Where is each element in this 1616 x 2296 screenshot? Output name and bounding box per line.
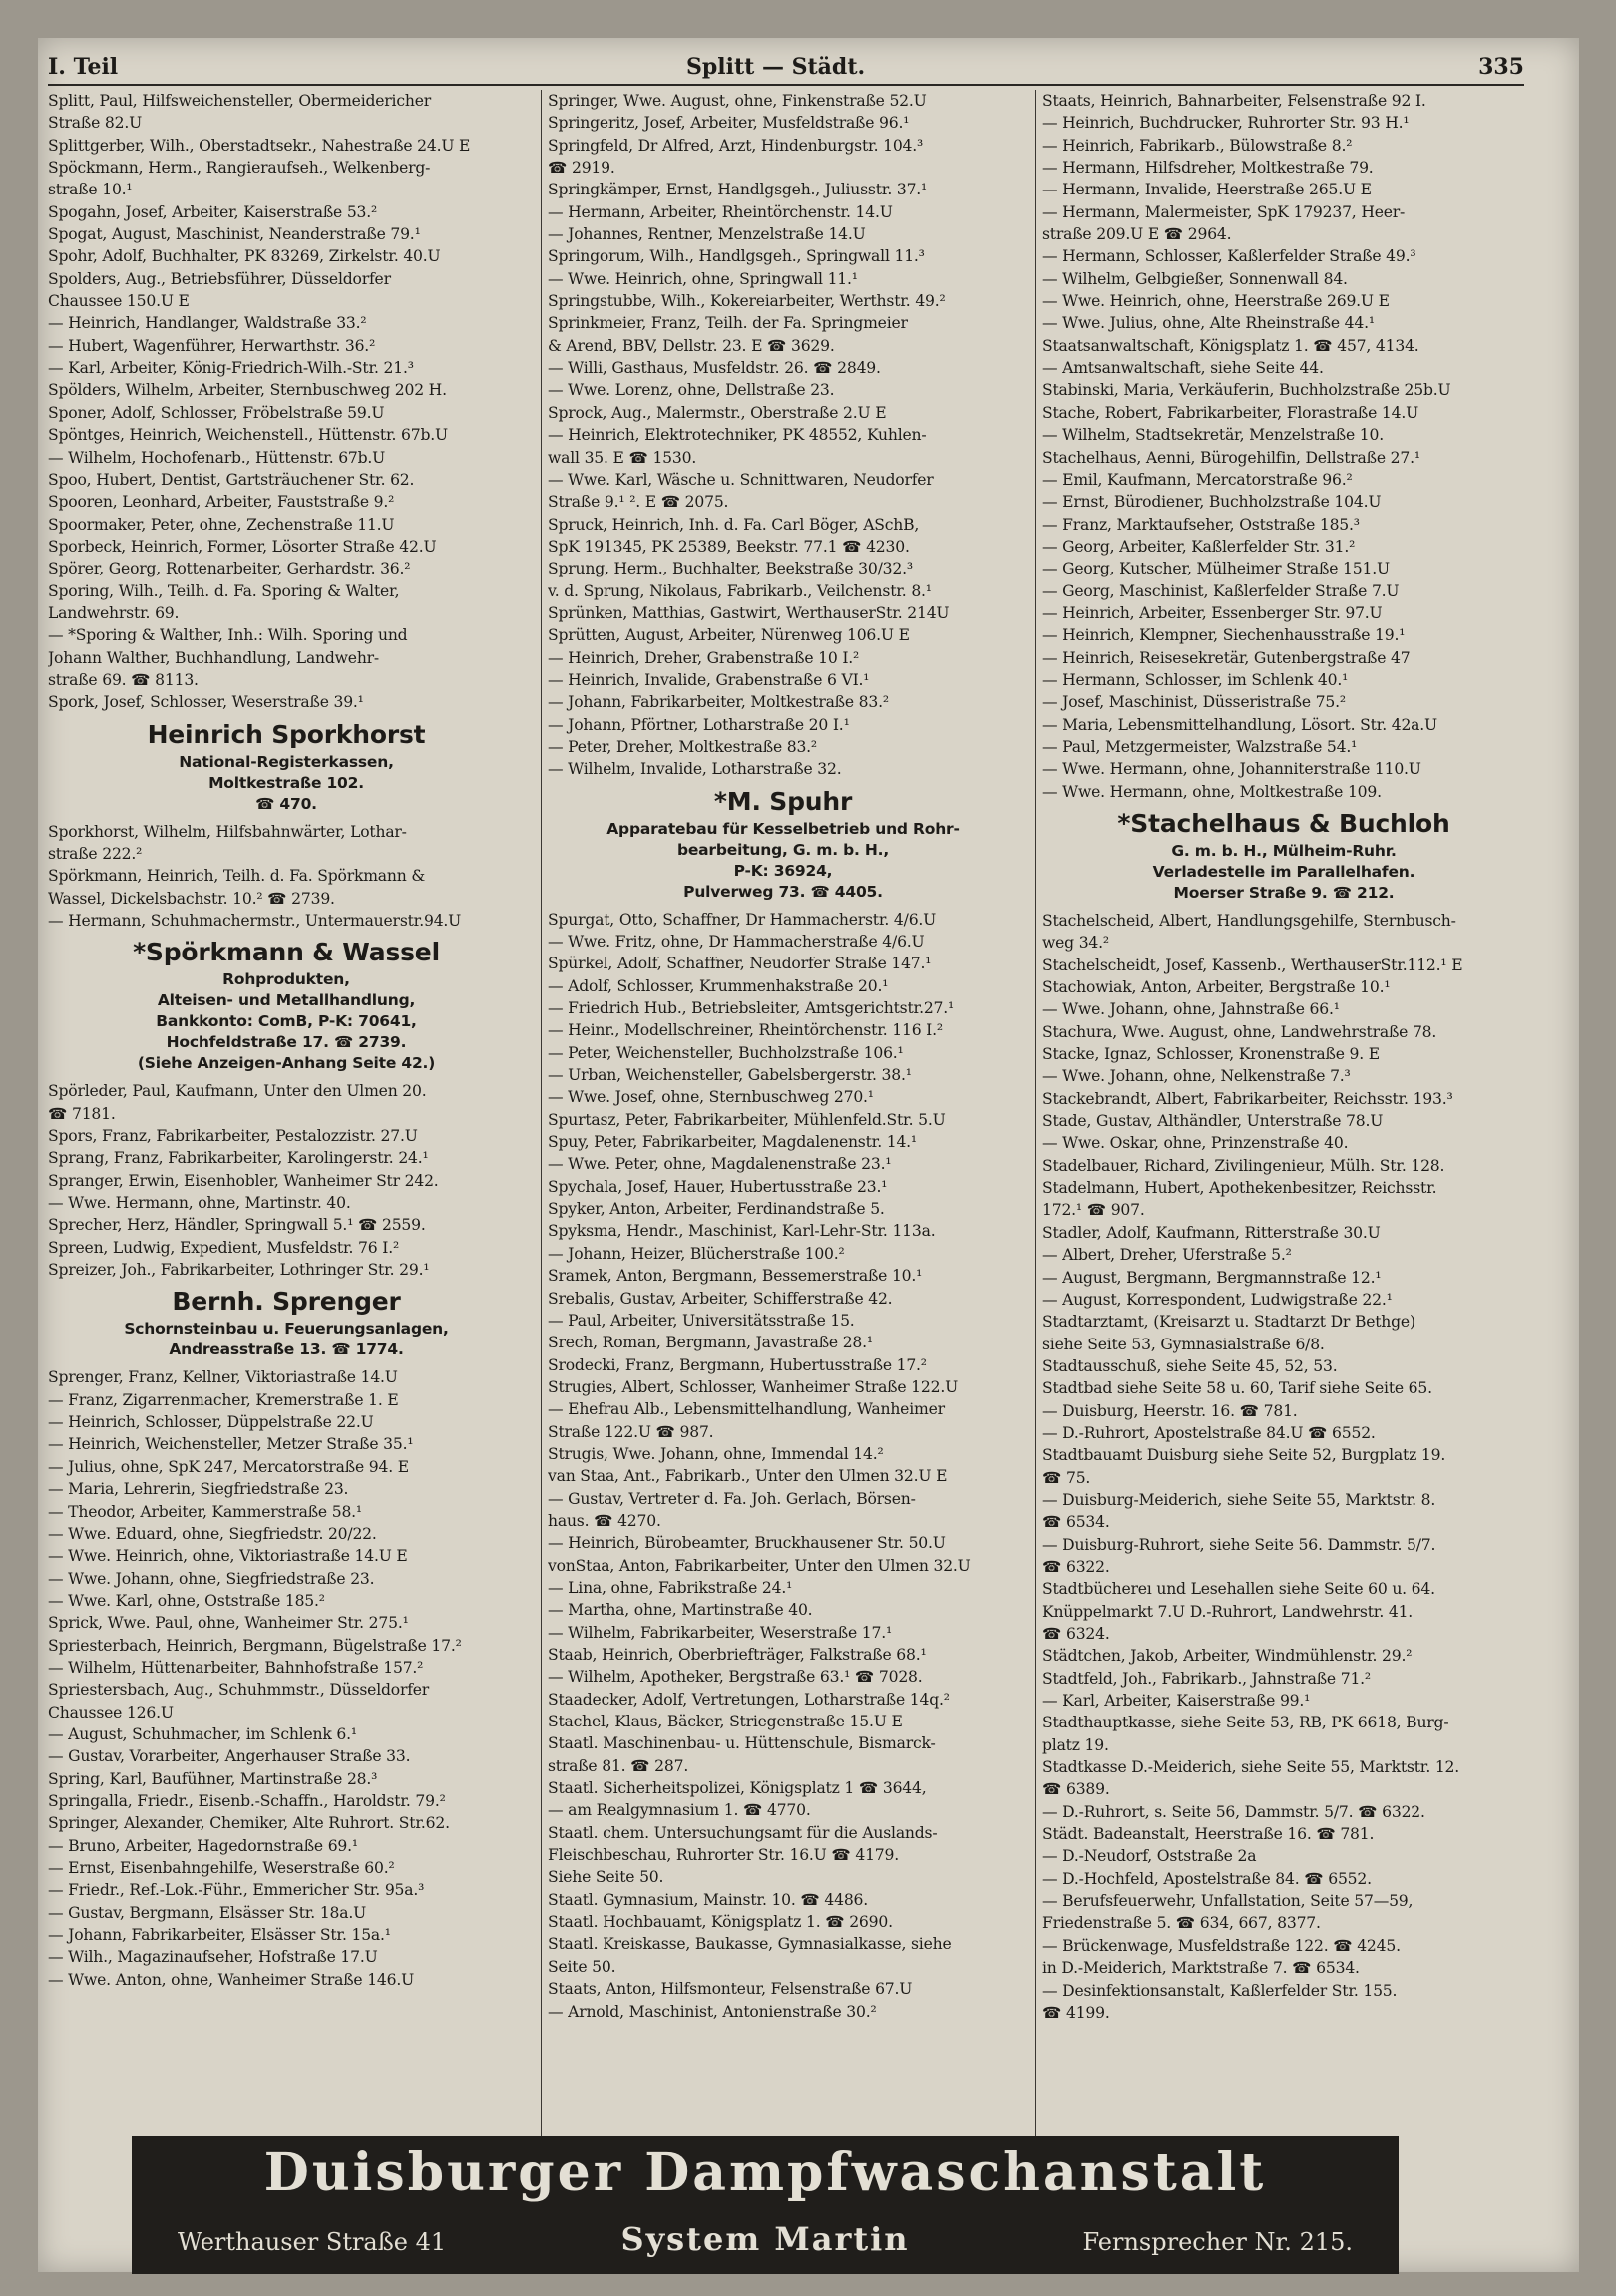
- directory-entry: Straße 122.U ☎ 987.: [548, 1422, 714, 1441]
- directory-entry: — Wwe. Johann, ohne, Nelkenstraße 7.³: [1042, 1067, 1351, 1086]
- directory-entry: Sprock, Aug., Malermstr., Oberstraße 2.U E: [548, 403, 887, 422]
- directory-entry: — Ehefrau Alb., Lebensmittelhandlung, Wanheimer: [548, 1400, 945, 1419]
- ad-line: Rohprodukten,: [222, 970, 350, 989]
- directory-entry: — Georg, Maschinist, Kaßlerfelder Straße 7.U: [1042, 581, 1400, 600]
- directory-entry: Sprung, Herm., Buchhalter, Beekstraße 30/32.³: [548, 560, 913, 578]
- directory-entry: Stache, Robert, Fabrikarbeiter, Florastraße 14.U: [1042, 403, 1419, 422]
- column-3: [1035, 90, 1525, 2144]
- ad-name: Heinrich Sporkhorst: [147, 719, 426, 749]
- directory-entry: — Emil, Kaufmann, Mercatorstraße 96.²: [1042, 470, 1353, 489]
- ad-line: P-K: 36924,: [733, 861, 833, 880]
- directory-entry: Staatsanwaltschaft, Königsplatz 1. ☎ 457, 4134.: [1042, 336, 1419, 355]
- directory-entry: — Wwe. Heinrich, ohne, Springwall 11.¹: [548, 269, 858, 288]
- directory-entry: — Johann, Fabrikarbeiter, Moltkestraße 83.²: [548, 693, 889, 712]
- directory-entry: — Heinrich, Invalide, Grabenstraße 6 VI.¹: [548, 670, 870, 689]
- directory-entry: — Franz, Marktaufseher, Oststraße 185.³: [1042, 515, 1360, 534]
- directory-entry: — Wwe. Eduard, ohne, Siegfriedstr. 20/22.: [48, 1524, 377, 1543]
- directory-entry: Stadler, Adolf, Kaufmann, Ritterstraße 30.U: [1042, 1223, 1381, 1242]
- entry-list: [548, 90, 1018, 781]
- banner-address: Werthauser Straße 41: [178, 2228, 447, 2256]
- directory-entry: Stacke, Ignaz, Schlosser, Kronenstraße 9. E: [1042, 1045, 1380, 1064]
- entry-list: [48, 821, 525, 933]
- directory-entry: Spurtasz, Peter, Fabrikarbeiter, Mühlenfeld.Str. 5.U: [548, 1110, 946, 1129]
- directory-entry: Stadelbauer, Richard, Zivilingenieur, Mülh. Str. 128.: [1042, 1156, 1445, 1175]
- directory-entry: — Wilhelm, Hochofenarb., Hüttenstr. 67b.U: [48, 448, 386, 467]
- directory-entry: Sprütten, August, Arbeiter, Nürenweg 106.U E: [548, 626, 910, 645]
- directory-entry: — Karl, Arbeiter, König-Friedrich-Wilh.-Str. 21.³: [48, 359, 414, 378]
- directory-entry: — Hermann, Hilfsdreher, Moltkestraße 79.: [1042, 159, 1374, 178]
- directory-entry: — Peter, Weichensteller, Buchholzstraße 106.¹: [548, 1043, 904, 1062]
- directory-entry: haus. ☎ 4270.: [548, 1511, 661, 1530]
- directory-entry: — D.-Ruhrort, s. Seite 56, Dammstr. 5/7. ☎ 6322.: [1042, 1802, 1425, 1821]
- directory-entry: ☎ 6534.: [1042, 1513, 1110, 1532]
- directory-entry: Stachura, Wwe. August, ohne, Landwehrstraße 78.: [1042, 1022, 1437, 1041]
- directory-entry: straße 10.¹: [48, 181, 133, 199]
- ad-name: Bernh. Sprenger: [172, 1287, 401, 1317]
- directory-entry: Stadtkasse D.-Meiderich, siehe Seite 55, Marktstr. 12.: [1042, 1758, 1460, 1777]
- directory-entry: Springstubbe, Wilh., Kokereiarbeiter, Werthstr. 49.²: [548, 292, 946, 311]
- directory-entry: — Brückenwage, Musfeldstraße 122. ☎ 4245.: [1042, 1936, 1401, 1955]
- column-2: [541, 90, 1018, 2144]
- entry-list: [1042, 90, 1525, 803]
- directory-entry: — Johann, Heizer, Blücherstraße 100.²: [548, 1244, 845, 1263]
- directory-entry: — Heinrich, Elektrotechniker, PK 48552, Kuhlen-: [548, 426, 927, 445]
- directory-entry: straße 69. ☎ 8113.: [48, 670, 199, 689]
- directory-entry: — August, Korrespondent, Ludwigstraße 22.¹: [1042, 1290, 1393, 1309]
- directory-entry: — Wwe. Johann, ohne, Jahnstraße 66.¹: [1042, 1000, 1340, 1019]
- directory-entry: — Heinrich, Dreher, Grabenstraße 10 I.²: [548, 648, 860, 667]
- directory-entry: Staatl. Hochbauamt, Königsplatz 1. ☎ 2690.: [548, 1913, 893, 1932]
- directory-entry: — Johann, Fabrikarbeiter, Elsässer Str. 15a.¹: [48, 1926, 391, 1945]
- directory-entry: — Heinrich, Weichensteller, Metzer Straße 35.¹: [48, 1435, 414, 1454]
- ad-line: Apparatebau für Kesselbetrieb und Rohr-: [606, 819, 960, 838]
- directory-entry: — Heinrich, Handlanger, Waldstraße 33.²: [48, 314, 367, 333]
- directory-entry: — Amtsanwaltschaft, siehe Seite 44.: [1042, 359, 1324, 378]
- directory-entry: Splittgerber, Wilh., Oberstadtsekr., Nahestraße 24.U E: [48, 136, 471, 155]
- directory-entry: straße 222.²: [48, 844, 143, 863]
- directory-entry: — Wwe. Anton, ohne, Wanheimer Straße 146.U: [48, 1970, 415, 1989]
- directory-entry: Springer, Wwe. August, ohne, Finkenstraße 52.U: [548, 92, 927, 110]
- directory-entry: Staatl. Maschinenbau- u. Hüttenschule, Bismarck-: [548, 1734, 936, 1753]
- directory-entry: — Paul, Metzgermeister, Walzstraße 54.¹: [1042, 737, 1358, 756]
- directory-entry: Spreen, Ludwig, Expedient, Musfeldstr. 76 I.²: [48, 1238, 400, 1257]
- directory-entry: Stadtbüchereı und Lesehallen siehe Seite 60 u. 64.: [1042, 1580, 1435, 1599]
- directory-entry: — Wwe. Karl, Wäsche u. Schnittwaren, Neudorfer: [548, 470, 934, 489]
- directory-entry: — Julius, ohne, SpK 247, Mercatorstraße 94. E: [48, 1457, 409, 1476]
- directory-entry: Spyksma, Hendr., Maschinist, Karl-Lehr-Str. 113a.: [548, 1222, 936, 1241]
- directory-entry: — Heinrich, Schlosser, Düppelstraße 22.U: [48, 1413, 374, 1432]
- directory-entry: Spoo, Hubert, Dentist, Gartsträuchener Str. 62.: [48, 470, 415, 489]
- directory-entry: Springalla, Friedr., Eisenb.-Schaffn., Haroldstr. 79.²: [48, 1791, 446, 1810]
- ad-line: Verladestelle im Parallelhafen.: [1152, 863, 1415, 881]
- directory-entry: — Wwe. Johann, ohne, Siegfriedstraße 23.: [48, 1569, 375, 1588]
- directory-entry: Spurgat, Otto, Schaffner, Dr Hammacherstr. 4/6.U: [548, 910, 937, 929]
- directory-entry: — Hermann, Schuhmachermstr., Untermauerstr.94.U: [48, 912, 462, 930]
- directory-entry: Stachelscheid, Albert, Handlungsgehilfe, Sternbusch-: [1042, 912, 1456, 930]
- directory-entry: Springorum, Wilh., Handlgsgeh., Springwall 11.³: [548, 247, 925, 266]
- directory-entry: Staats, Anton, Hilfsmonteur, Felsenstraße 67.U: [548, 1980, 913, 1999]
- directory-entry: ☎ 2919.: [548, 159, 615, 178]
- directory-entry: Seite 50.: [548, 1957, 616, 1976]
- directory-entry: siehe Seite 53, Gymnasialstraße 6/8.: [1042, 1335, 1325, 1353]
- directory-entry: Wassel, Dickelsbachstr. 10.² ☎ 2739.: [48, 889, 335, 908]
- advertisement-stachelhaus: [1042, 807, 1525, 904]
- directory-entry: ☎ 75.: [1042, 1468, 1091, 1487]
- directory-entry: & Arend, BBV, Dellstr. 23. E ☎ 3629.: [548, 336, 835, 355]
- directory-entry: — Wilh., Magazinaufseher, Hofstraße 17.U: [48, 1948, 378, 1967]
- directory-entry: Spohr, Adolf, Buchhalter, PK 83269, Zirkelstr. 40.U: [48, 247, 441, 266]
- directory-entry: Stachowiak, Anton, Arbeiter, Bergstraße 10.¹: [1042, 978, 1391, 997]
- directory-entry: weg 34.²: [1042, 934, 1109, 953]
- ad-line: Bankkonto: ComB, P-K: 70641,: [156, 1012, 417, 1031]
- ad-line: Pulverweg 73. ☎ 4405.: [683, 882, 883, 901]
- directory-entry: Stadelmann, Hubert, Apothekenbesitzer, Reichsstr.: [1042, 1179, 1437, 1198]
- directory-entry: Johann Walther, Buchhandlung, Landwehr-: [48, 648, 380, 667]
- ad-line: Andreasstraße 13. ☎ 1774.: [169, 1340, 404, 1359]
- directory-entry: Chaussee 126.U: [48, 1703, 174, 1722]
- entry-list: [48, 1080, 525, 1281]
- directory-entry: — Wilhelm, Gelbgießer, Sonnenwall 84.: [1042, 269, 1348, 288]
- directory-entry: Friedenstraße 5. ☎ 634, 667, 8377.: [1042, 1914, 1321, 1933]
- directory-entry: Spreizer, Joh., Fabrikarbeiter, Lothringer Str. 29.¹: [48, 1261, 430, 1280]
- directory-entry: — Wwe. Julius, ohne, Alte Rheinstraße 44.¹: [1042, 314, 1375, 333]
- directory-entry: Spors, Franz, Fabrikarbeiter, Pestalozzistr. 27.U: [48, 1127, 418, 1146]
- directory-entry: Srodecki, Franz, Bergmann, Hubertusstraße 17.²: [548, 1355, 927, 1374]
- entry-list: [1042, 910, 1525, 2024]
- ad-line: Schornsteinbau u. Feuerungsanlagen,: [124, 1320, 449, 1339]
- directory-entry: Städt. Badeanstalt, Heerstraße 16. ☎ 781.: [1042, 1825, 1375, 1844]
- directory-entry: — Wwe. Lorenz, ohne, Dellstraße 23.: [548, 381, 835, 400]
- directory-entry: Staab, Heinrich, Oberbriefträger, Falkstraße 68.¹: [548, 1646, 927, 1664]
- directory-entry: — Wwe. Peter, ohne, Magdalenenstraße 23.¹: [548, 1155, 892, 1174]
- directory-entry: Stadtausschuß, siehe Seite 45, 52, 53.: [1042, 1356, 1338, 1375]
- directory-entry: — August, Schuhmacher, im Schlenk 6.¹: [48, 1724, 357, 1743]
- ad-name: *M. Spuhr: [713, 786, 853, 816]
- directory-entry: Spring, Karl, Baufühner, Martinstraße 28.³: [48, 1769, 378, 1788]
- directory-entry: Stackebrandt, Albert, Fabrikarbeiter, Reichsstr. 193.³: [1042, 1089, 1453, 1108]
- directory-entry: SpK 191345, PK 25389, Beekstr. 77.1 ☎ 4230.: [548, 537, 910, 556]
- directory-entry: — August, Bergmann, Bergmannstraße 12.¹: [1042, 1268, 1382, 1287]
- directory-entry: Stadtfeld, Joh., Fabrikarb., Jahnstraße 71.²: [1042, 1669, 1371, 1688]
- advertisement-sporkhorst: [48, 718, 525, 815]
- directory-entry: straße 209.U E ☎ 2964.: [1042, 225, 1232, 244]
- header-rule: [48, 84, 1524, 86]
- directory-entry: Spruck, Heinrich, Inh. d. Fa. Carl Böger, ASchB,: [548, 515, 920, 534]
- directory-entry: van Staa, Ant., Fabrikarb., Unter den Ulmen 32.U E: [548, 1467, 948, 1486]
- directory-entry: — Wwe. Fritz, ohne, Dr Hammacherstraße 4/6.U: [548, 933, 925, 951]
- directory-entry: Spuy, Peter, Fabrikarbeiter, Magdalenenstr. 14.¹: [548, 1133, 917, 1152]
- directory-entry: — D.-Neudorf, Oststraße 2a: [1042, 1847, 1257, 1866]
- directory-entry: — Berufsfeuerwehr, Unfallstation, Seite 57—59,: [1042, 1892, 1414, 1911]
- columns: [48, 90, 1524, 2144]
- directory-entry: — Hermann, Arbeiter, Rheintörchenstr. 14.U: [548, 202, 893, 221]
- column-1: [48, 90, 525, 2144]
- directory-entry: vonStaa, Anton, Fabrikarbeiter, Unter den Ulmen 32.U: [548, 1556, 971, 1575]
- directory-entry: — Martha, ohne, Martinstraße 40.: [548, 1601, 813, 1620]
- directory-entry: — D.-Hochfeld, Apostelstraße 84. ☎ 6552.: [1042, 1869, 1372, 1888]
- ad-line: G. m. b. H., Mülheim-Ruhr.: [1171, 842, 1397, 860]
- directory-entry: — Theodor, Arbeiter, Kammerstraße 58.¹: [48, 1502, 362, 1521]
- directory-entry: Spychala, Josef, Hauer, Hubertusstraße 23.¹: [548, 1177, 888, 1196]
- directory-entry: Srebalis, Gustav, Arbeiter, Schifferstraße 42.: [548, 1289, 893, 1308]
- directory-entry: — Peter, Dreher, Moltkestraße 83.²: [548, 737, 817, 756]
- directory-entry: Strugis, Wwe. Johann, ohne, Immendal 14.²: [548, 1444, 884, 1463]
- directory-entry: — Georg, Arbeiter, Kaßlerfelder Str. 31.²: [1042, 537, 1356, 556]
- directory-entry: Spölders, Wilhelm, Arbeiter, Sternbuschweg 202 H.: [48, 381, 447, 400]
- directory-entry: Spöckmann, Herm., Rangieraufseh., Welkenberg-: [48, 159, 431, 178]
- page-header: [48, 54, 1524, 84]
- directory-entry: — Gustav, Vertreter d. Fa. Joh. Gerlach, Börsen-: [548, 1489, 916, 1508]
- directory-entry: ☎ 6322.: [1042, 1557, 1110, 1576]
- directory-entry: — Wilhelm, Apotheker, Bergstraße 63.¹ ☎ 7028.: [548, 1668, 923, 1687]
- entry-list: [48, 1366, 525, 1991]
- directory-entry: Sprick, Wwe. Paul, ohne, Wanheimer Str. 275.¹: [48, 1614, 409, 1633]
- directory-entry: Spranger, Erwin, Eisenhobler, Wanheimer Str 242.: [48, 1171, 439, 1190]
- directory-entry: — Wwe. Josef, ohne, Sternbuschweg 270.¹: [548, 1088, 874, 1107]
- directory-entry: — Heinrich, Arbeiter, Essenberger Str. 97.U: [1042, 603, 1383, 622]
- directory-entry: Knüppelmarkt 7.U D.-Ruhrort, Landwehrstr. 41.: [1042, 1602, 1414, 1621]
- advertisement-spoerkmann: [48, 936, 525, 1074]
- directory-entry: Spörkmann, Heinrich, Teilh. d. Fa. Spörkmann &: [48, 867, 426, 886]
- directory-entry: Spörer, Georg, Rottenarbeiter, Gerhardstr. 36.²: [48, 560, 411, 578]
- directory-entry: platz 19.: [1042, 1735, 1109, 1754]
- directory-entry: — Friedr., Ref.-Lok.-Führ., Emmericher Str. 95a.³: [48, 1881, 425, 1900]
- directory-entry: Splitt, Paul, Hilfsweichensteller, Obermeidericher: [48, 92, 431, 110]
- directory-entry: — Ernst, Bürodiener, Buchholzstraße 104.U: [1042, 493, 1382, 512]
- directory-entry: 172.¹ ☎ 907.: [1042, 1201, 1145, 1220]
- directory-entry: — Wilhelm, Fabrikarbeiter, Weserstraße 17.¹: [548, 1623, 893, 1642]
- directory-entry: Straße 9.¹ ². E ☎ 2075.: [548, 493, 729, 512]
- directory-entry: Springkämper, Ernst, Handlgsgeh., Juliusstr. 37.¹: [548, 181, 928, 199]
- directory-entry: — Johann, Pförtner, Lotharstraße 20 I.¹: [548, 715, 850, 734]
- directory-entry: ☎ 6324.: [1042, 1625, 1110, 1643]
- directory-entry: Sporkhorst, Wilhelm, Hilfsbahnwärter, Lothar-: [48, 822, 407, 841]
- directory-entry: — Georg, Kutscher, Mülheimer Straße 151.U: [1042, 560, 1390, 578]
- directory-entry: — Duisburg-Ruhrort, siehe Seite 56. Dammstr. 5/7.: [1042, 1535, 1436, 1554]
- directory-entry: — Duisburg-Meiderich, siehe Seite 55, Marktstr. 8.: [1042, 1490, 1436, 1509]
- directory-entry: Stadtbad siehe Seite 58 u. 60, Tarif siehe Seite 65.: [1042, 1379, 1432, 1398]
- entry-list: [48, 90, 525, 714]
- directory-entry: — Franz, Zigarrenmacher, Kremerstraße 1. E: [48, 1390, 399, 1409]
- directory-entry: — Wilhelm, Invalide, Lotharstraße 32.: [548, 760, 842, 779]
- directory-entry: Stadtarztamt, (Kreisarzt u. Stadtarzt Dr Bethge): [1042, 1313, 1415, 1332]
- directory-entry: — Wwe. Heinrich, ohne, Heerstraße 269.U E: [1042, 292, 1390, 311]
- directory-entry: Staatl. Gymnasium, Mainstr. 10. ☎ 4486.: [548, 1890, 869, 1909]
- directory-entry: — Wwe. Hermann, ohne, Moltkestraße 109.: [1042, 782, 1382, 801]
- directory-entry: Sporbeck, Heinrich, Former, Lösorter Straße 42.U: [48, 537, 437, 556]
- directory-entry: ☎ 7181.: [48, 1104, 116, 1123]
- directory-entry: Stadtbauamt Duisburg siehe Seite 52, Burgplatz 19.: [1042, 1446, 1446, 1465]
- directory-entry: Spork, Josef, Schlosser, Weserstraße 39.¹: [48, 693, 364, 712]
- directory-entry: Siehe Seite 50.: [548, 1868, 664, 1887]
- header-range: Splitt — Städt.: [686, 54, 866, 80]
- directory-entry: Stade, Gustav, Althändler, Unterstraße 78.U: [1042, 1112, 1384, 1131]
- directory-entry: Spörleder, Paul, Kaufmann, Unter den Ulmen 20.: [48, 1082, 427, 1101]
- directory-entry: Stachelscheidt, Josef, Kassenb., WerthauserStr.112.¹ E: [1042, 956, 1463, 974]
- directory-entry: — Wwe. Oskar, ohne, Prinzenstraße 40.: [1042, 1134, 1349, 1153]
- ad-line: Moerser Straße 9. ☎ 212.: [1173, 884, 1395, 902]
- directory-entry: — Johannes, Rentner, Menzelstraße 14.U: [548, 225, 866, 244]
- directory-entry: Landwehrstr. 69.: [48, 603, 180, 622]
- directory-entry: — Maria, Lehrerin, Siegfriedstraße 23.: [48, 1480, 349, 1499]
- directory-entry: Sprünken, Matthias, Gastwirt, WerthauserStr. 214U: [548, 603, 950, 622]
- directory-entry: — Duisburg, Heerstr. 16. ☎ 781.: [1042, 1401, 1298, 1420]
- directory-entry: Springeritz, Josef, Arbeiter, Musfeldstraße 96.¹: [548, 114, 910, 133]
- directory-entry: Sprang, Franz, Fabrikarbeiter, Karolingerstr. 24.¹: [48, 1149, 429, 1168]
- directory-entry: Spriesterbach, Heinrich, Bergmann, Bügelstraße 17.²: [48, 1636, 462, 1655]
- directory-entry: Sponer, Adolf, Schlosser, Fröbelstraße 59.U: [48, 403, 385, 422]
- directory-entry: Spogat, August, Maschinist, Neanderstraße 79.¹: [48, 225, 421, 244]
- page-number: 335: [1478, 54, 1524, 80]
- ad-line: Hochfeldstraße 17. ☎ 2739.: [166, 1033, 407, 1052]
- banner-phone: Fernsprecher Nr. 215.: [1082, 2228, 1353, 2256]
- directory-entry: in D.-Meiderich, Marktstraße 7. ☎ 6534.: [1042, 1959, 1360, 1978]
- directory-entry: Stadthauptkasse, siehe Seite 53, RB, PK 6618, Burg-: [1042, 1714, 1449, 1732]
- directory-entry: Springer, Alexander, Chemiker, Alte Ruhrort. Str.62.: [48, 1814, 450, 1833]
- directory-entry: Spoormaker, Peter, ohne, Zechenstraße 11.U: [48, 515, 395, 534]
- directory-entry: Sprenger, Franz, Kellner, Viktoriastraße 14.U: [48, 1368, 398, 1387]
- directory-entry: Spooren, Leonhard, Arbeiter, Fauststraße 9.²: [48, 493, 395, 512]
- directory-entry: Chaussee 150.U E: [48, 292, 190, 311]
- directory-entry: Spriestersbach, Aug., Schuhmmstr., Düsseldorfer: [48, 1681, 430, 1700]
- directory-entry: Staatl. Sicherheitspolizei, Königsplatz 1 ☎ 3644,: [548, 1779, 927, 1798]
- directory-entry: Spolders, Aug., Betriebsführer, Düsseldorfer: [48, 269, 391, 288]
- directory-entry: Städtchen, Jakob, Arbeiter, Windmühlenstr. 29.²: [1042, 1647, 1413, 1666]
- directory-entry: — Desinfektionsanstalt, Kaßlerfelder Str. 155.: [1042, 1981, 1398, 2000]
- directory-entry: Sporing, Wilh., Teilh. d. Fa. Sporing & Walter,: [48, 581, 400, 600]
- advertisement-sprenger: [48, 1285, 525, 1360]
- directory-entry: straße 81. ☎ 287.: [548, 1756, 689, 1775]
- ad-name: *Spörkmann & Wassel: [133, 938, 440, 967]
- directory-entry: — Lina, ohne, Fabrikstraße 24.¹: [548, 1578, 793, 1597]
- directory-entry: Stabinski, Maria, Verkäuferin, Buchholzstraße 25b.U: [1042, 381, 1451, 400]
- directory-entry: — *Sporing & Walther, Inh.: Wilh. Sporing und: [48, 626, 408, 645]
- footer-advertisement-banner: [132, 2136, 1399, 2274]
- directory-entry: — Bruno, Arbeiter, Hagedornstraße 69.¹: [48, 1836, 358, 1855]
- directory-entry: Staatl. Kreiskasse, Baukasse, Gymnasialkasse, siehe: [548, 1935, 952, 1954]
- directory-entry: Staats, Heinrich, Bahnarbeiter, Felsenstraße 92 I.: [1042, 92, 1426, 110]
- directory-entry: v. d. Sprung, Nikolaus, Fabrikarb., Veilchenstr. 8.¹: [548, 581, 932, 600]
- directory-entry: — Josef, Maschinist, Düsseristraße 75.²: [1042, 693, 1346, 712]
- directory-entry: ☎ 6389.: [1042, 1780, 1110, 1799]
- directory-entry: — Wwe. Hermann, ohne, Martinstr. 40.: [48, 1194, 351, 1213]
- header-section: I. Teil: [48, 54, 119, 80]
- directory-entry: Spöntges, Heinrich, Weichenstell., Hüttenstr. 67b.U: [48, 426, 448, 445]
- directory-entry: — Heinrich, Buchdrucker, Ruhrorter Str. 93 H.¹: [1042, 114, 1410, 133]
- directory-entry: — D.-Ruhrort, Apostelstraße 84.U ☎ 6552.: [1042, 1423, 1376, 1442]
- directory-entry: Stachel, Klaus, Bäcker, Striegenstraße 15.U E: [548, 1713, 903, 1731]
- directory-entry: — Albert, Dreher, Uferstraße 5.²: [1042, 1246, 1292, 1265]
- directory-entry: — Karl, Arbeiter, Kaiserstraße 99.¹: [1042, 1692, 1311, 1711]
- directory-entry: — Paul, Arbeiter, Universitätsstraße 15.: [548, 1311, 855, 1330]
- directory-entry: — Heinrich, Bürobeamter, Bruckhausener Str. 50.U: [548, 1534, 946, 1553]
- directory-entry: — Willi, Gasthaus, Musfeldstr. 26. ☎ 2849.: [548, 359, 881, 378]
- ad-line: (Siehe Anzeigen-Anhang Seite 42.): [137, 1054, 436, 1073]
- directory-entry: Staadecker, Adolf, Vertretungen, Lotharstraße 14q.²: [548, 1690, 950, 1709]
- directory-entry: — Heinrich, Klempner, Siechenhausstraße 19.¹: [1042, 626, 1406, 645]
- directory-entry: — Gustav, Vorarbeiter, Angerhauser Straße 33.: [48, 1747, 411, 1766]
- banner-title: Duisburger Dampfwaschanstalt: [263, 2142, 1267, 2203]
- directory-entry: — Wwe. Karl, ohne, Oststraße 185.²: [48, 1591, 325, 1610]
- directory-entry: Sprecher, Herz, Händler, Springwall 5.¹ ☎ 2559.: [48, 1216, 426, 1235]
- ad-line: Alteisen- und Metallhandlung,: [157, 991, 416, 1010]
- directory-entry: — Hermann, Schlosser, Kaßlerfelder Straße 49.³: [1042, 247, 1416, 266]
- directory-entry: — Wilhelm, Hüttenarbeiter, Bahnhofstraße 157.²: [48, 1658, 424, 1677]
- directory-entry: Srech, Roman, Bergmann, Javastraße 28.¹: [548, 1334, 873, 1352]
- directory-entry: — Gustav, Bergmann, Elsässer Str. 18a.U: [48, 1903, 367, 1922]
- directory-entry: — Adolf, Schlosser, Krummenhakstraße 20.¹: [548, 976, 889, 995]
- ad-line: National-Registerkassen,: [179, 752, 394, 771]
- directory-entry: wall 35. E ☎ 1530.: [548, 448, 697, 467]
- directory-entry: — Maria, Lebensmittelhandlung, Lösort. Str. 42a.U: [1042, 715, 1437, 734]
- directory-entry: — Hermann, Malermeister, SpK 179237, Heer-: [1042, 202, 1406, 221]
- directory-entry: — Heinrich, Reisesekretär, Gutenbergstraße 47: [1042, 648, 1411, 667]
- banner-system: System Martin: [620, 2220, 910, 2258]
- directory-entry: ☎ 4199.: [1042, 2003, 1110, 2022]
- directory-entry: Spürkel, Adolf, Schaffner, Neudorfer Straße 147.¹: [548, 955, 932, 973]
- ad-line: bearbeitung, G. m. b. H.,: [676, 840, 890, 859]
- directory-entry: — Arnold, Maschinist, Antonienstraße 30.²: [548, 2002, 877, 2021]
- directory-entry: Sramek, Anton, Bergmann, Bessemerstraße 10.¹: [548, 1267, 923, 1286]
- ad-phone: ☎ 470.: [255, 794, 317, 813]
- directory-entry: Strugies, Albert, Schlosser, Wanheimer Straße 122.U: [548, 1377, 959, 1396]
- directory-entry: — Friedrich Hub., Betriebsleiter, Amtsgerichtstr.27.¹: [548, 999, 955, 1018]
- directory-entry: — Wwe. Hermann, ohne, Johanniterstraße 110.U: [1042, 760, 1421, 779]
- directory-entry: — Heinr., Modellschreiner, Rheintörchenstr. 116 I.²: [548, 1021, 943, 1040]
- directory-entry: — Wilhelm, Stadtsekretär, Menzelstraße 10.: [1042, 426, 1385, 445]
- directory-entry: — Hermann, Schlosser, im Schlenk 40.¹: [1042, 670, 1349, 689]
- directory-entry: — Ernst, Eisenbahngehilfe, Weserstraße 60.²: [48, 1859, 395, 1877]
- ad-line: Moltkestraße 102.: [208, 773, 364, 792]
- ad-name: *Stachelhaus & Buchloh: [1117, 809, 1450, 838]
- directory-entry: Straße 82.U: [48, 114, 143, 133]
- directory-entry: — am Realgymnasium 1. ☎ 4770.: [548, 1801, 811, 1820]
- directory-entry: — Hubert, Wagenführer, Herwarthstr. 36.²: [48, 336, 376, 355]
- directory-entry: Fleischbeschau, Ruhrorter Str. 16.U ☎ 4179.: [548, 1846, 899, 1865]
- directory-entry: Spogahn, Josef, Arbeiter, Kaiserstraße 53.²: [48, 202, 378, 221]
- directory-entry: — Heinrich, Fabrikarb., Bülowstraße 8.²: [1042, 136, 1353, 155]
- entry-list: [548, 909, 1018, 2023]
- directory-entry: — Urban, Weichensteller, Gabelsbergerstr. 38.¹: [548, 1066, 912, 1085]
- directory-entry: Springfeld, Dr Alfred, Arzt, Hindenburgstr. 104.³: [548, 136, 924, 155]
- advertisement-spuhr: [548, 785, 1018, 903]
- directory-entry: — Wwe. Heinrich, ohne, Viktoriastraße 14.U E: [48, 1547, 408, 1566]
- directory-entry: Sprinkmeier, Franz, Teilh. der Fa. Springmeier: [548, 314, 908, 333]
- directory-entry: Spyker, Anton, Arbeiter, Ferdinandstraße 5.: [548, 1200, 885, 1219]
- directory-entry: — Hermann, Invalide, Heerstraße 265.U E: [1042, 181, 1372, 199]
- directory-entry: Staatl. chem. Untersuchungsamt für die Auslands-: [548, 1823, 938, 1842]
- directory-entry: Stachelhaus, Aenni, Bürogehilfin, Dellstraße 27.¹: [1042, 448, 1420, 467]
